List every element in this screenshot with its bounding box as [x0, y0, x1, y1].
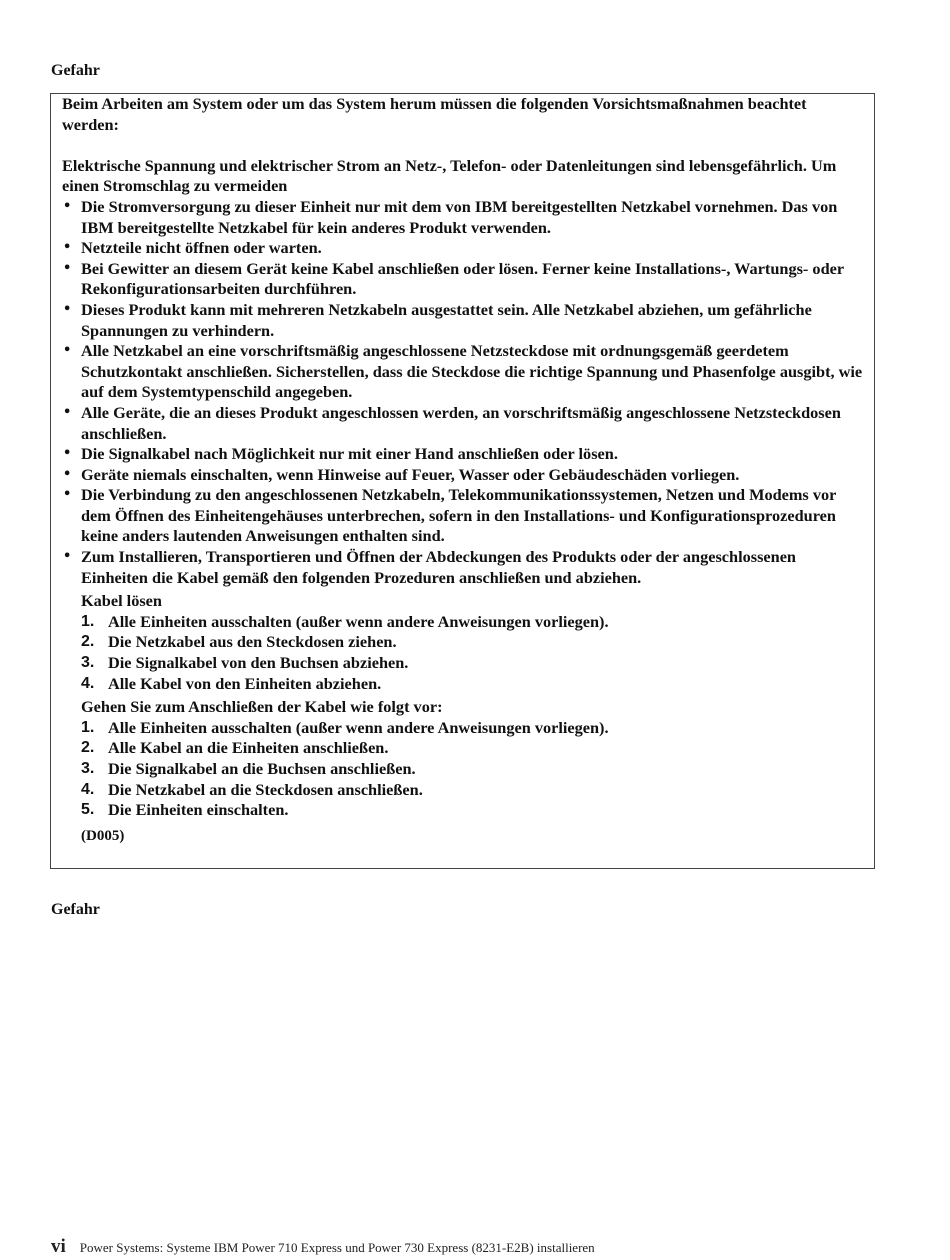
- list-item: • Die Signalkabel nach Möglichkeit nur mit einer Hand anschließen oder lösen.: [63, 444, 618, 464]
- list-item: • Netzteile nicht öffnen oder warten.: [63, 238, 322, 258]
- list-item: • Geräte niemals einschalten, wenn Hinweise auf Feuer, Wasser oder Gebäudeschäden vorliegen.: [63, 464, 740, 484]
- step-item: 1. Alle Einheiten ausschalten (außer wenn andere Anweisungen vorliegen).: [81, 611, 609, 631]
- step-item: 2. Alle Kabel an die Einheiten anschließen.: [81, 738, 389, 758]
- page-footer: [51, 1236, 595, 1258]
- page-number: vi: [51, 1236, 66, 1257]
- bullet-icon: •: [63, 487, 72, 503]
- bullet-icon: •: [63, 549, 72, 565]
- document-title: Power Systems: Systeme IBM Power 710 Express und Power 730 Express (8231-E2B) installieren: [79, 1240, 595, 1255]
- notice-intro: Beim Arbeiten am System oder um das System herum müssen die folgenden Vorsichtsmaßnahmen beachtet werden:: [62, 94, 807, 134]
- bullet-icon: •: [63, 404, 72, 420]
- bullet-icon: •: [63, 260, 72, 276]
- connect-label: Gehen Sie zum Anschließen der Kabel wie folgt vor:: [81, 697, 443, 717]
- notice-lead: Elektrische Spannung und elektrischer Strom an Netz-, Telefon- oder Datenleitungen sind lebensgefährlich. Um einen Stromschlag zu vermeiden: [62, 155, 837, 196]
- danger-heading: Gefahr: [51, 62, 100, 79]
- danger-heading-2: Gefahr: [51, 901, 100, 918]
- disconnect-steps: [81, 612, 864, 694]
- bullet-icon: •: [63, 301, 72, 317]
- procedures: [62, 591, 864, 846]
- step-item: 5. Die Einheiten einschalten.: [81, 800, 289, 820]
- bullet-icon: •: [63, 198, 72, 214]
- disconnect-label: Kabel lösen: [81, 591, 162, 611]
- step-item: 4. Die Netzkabel an die Steckdosen anschließen.: [81, 779, 423, 799]
- list-item: • Zum Installieren, Transportieren und Öffnen der Abdeckungen des Produkts oder der angeschlossenen Einheiten die Kabel gemäß den folgenden Prozeduren anschließen und abziehen.: [63, 547, 796, 587]
- list-item: • Alle Geräte, die an dieses Produkt angeschlossen werden, an vorschriftsmäßig angeschlossene Netzsteckdosen anschließen.: [63, 402, 841, 443]
- step-item: 4. Alle Kabel von den Einheiten abziehen.: [81, 673, 382, 693]
- bullet-icon: •: [63, 466, 72, 482]
- list-item: • Alle Netzkabel an eine vorschriftsmäßig angeschlossene Netzsteckdose mit ordnungsgemäß geerdetem Schutzkontakt anschließen. Sicherstellen, dass die Steckdose die richtige Spannung und Phasenfolge ausgibt, wie auf dem Systemtypenschild angegeben.: [63, 341, 863, 402]
- bullet-icon: •: [63, 240, 72, 256]
- list-item: • Die Stromversorgung zu dieser Einheit nur mit dem von IBM bereitgestellten Netzkabel vornehmen. Das von IBM bereitgestellte Netzkabel für kein anderes Produkt verwenden.: [63, 196, 838, 237]
- bullet-icon: •: [63, 343, 72, 359]
- connect-steps: [81, 718, 864, 821]
- step-item: 1. Alle Einheiten ausschalten (außer wenn andere Anweisungen vorliegen).: [81, 717, 609, 737]
- step-item: 3. Die Signalkabel an die Buchsen anschließen.: [81, 759, 416, 778]
- list-item: • Die Verbindung zu den angeschlossenen Netzkabeln, Telekommunikationssystemen, Netzen und Modems vor dem Öffnen des Einheitengehäuses unterbrechen, sofern in den Installations- und Konfigurationsprozeduren keine anders lautenden Anweisungen enthalten sind.: [63, 485, 837, 546]
- danger-notice-box: [50, 93, 875, 869]
- step-item: 2. Die Netzkabel aus den Steckdosen ziehen.: [81, 632, 397, 652]
- list-item: • Dieses Produkt kann mit mehreren Netzkabeln ausgestattet sein. Alle Netzkabel abziehen, um gefährliche Spannungen zu verhindern.: [63, 299, 812, 340]
- bullet-icon: •: [63, 446, 72, 462]
- precaution-list: [62, 197, 864, 588]
- notice-code: (D005): [81, 827, 125, 844]
- step-item: 3. Die Signalkabel von den Buchsen abziehen.: [81, 653, 409, 673]
- list-item: • Bei Gewitter an diesem Gerät keine Kabel anschließen oder lösen. Ferner keine Installations-, Wartungs- oder Rekonfigurationsarbeiten durchführen.: [63, 258, 844, 299]
